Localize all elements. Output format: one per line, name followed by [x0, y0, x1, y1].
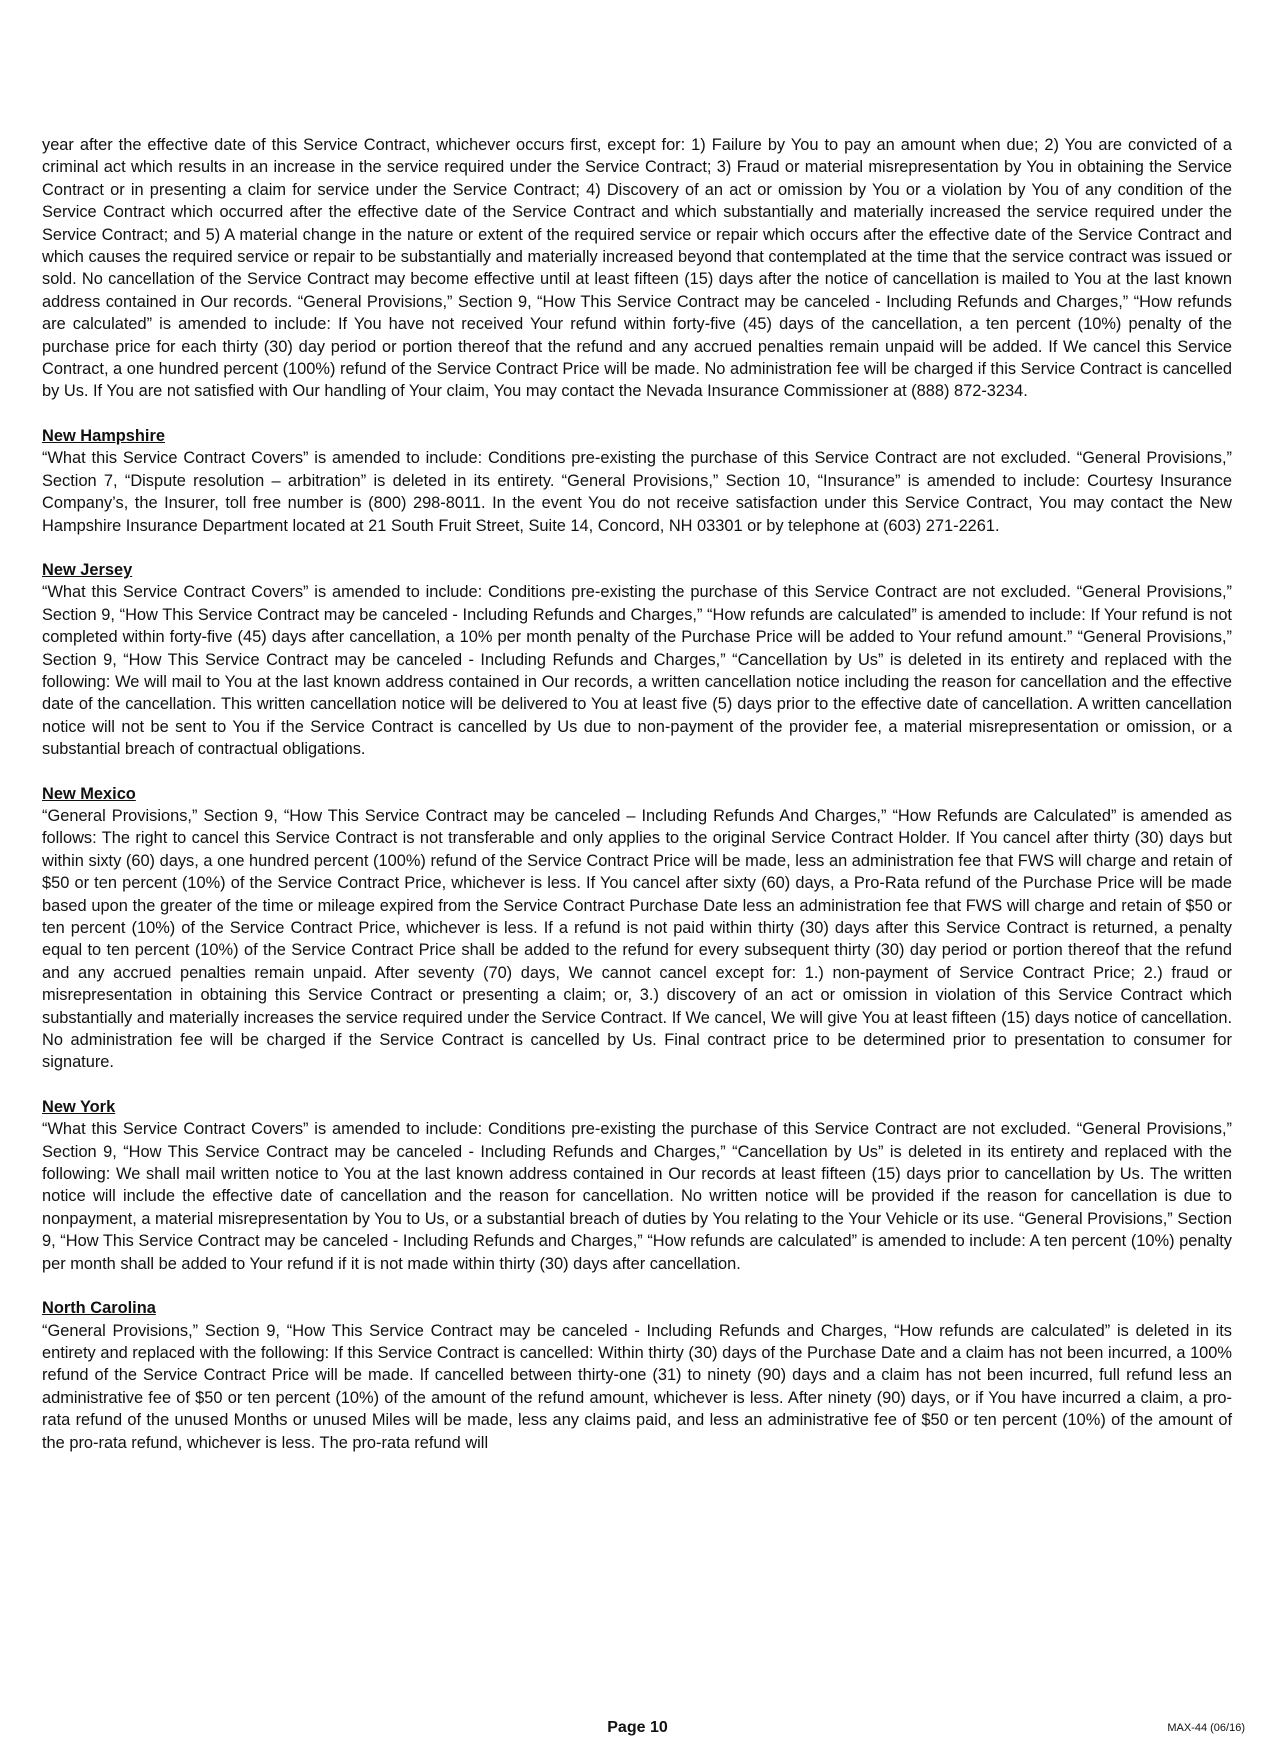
- section-new-hampshire: [42, 425, 1232, 537]
- section-heading: New York: [42, 1097, 116, 1116]
- section-body: “What this Service Contract Covers” is amended to include: Conditions pre-existing the purchase of this Service Contract are not excluded. “General Provisions,” Section 9, “How This Service Contract may be canceled - Including Refunds and Charges,” “How refunds are calculated” is amended to include: If Your refund is not completed within forty-five (45) days after cancellation, a 10% per month penalty of the Purchase Price will be added to Your refund amount.” “General Provisions,” Section 9, “How This Service Contract may be canceled - Including Refunds and Charges,” “Cancellation by Us” is deleted in its entirety and replaced with the following: We will mail to You at the last known address contained in Our records, a written cancellation notice including the reason for cancellation and the effective date of the cancellation. This written cancellation notice will be delivered to You at least five (5) days prior to the effective date of cancellation. A written cancellation notice will not be sent to You if the Service Contract is cancelled by Us due to non-payment of the provider fee, a material misrepresentation or omission, or a substantial breach of contractual obligations.: [42, 583, 1232, 759]
- form-code: MAX-44 (06/16): [1167, 1722, 1245, 1734]
- section-heading: New Jersey: [42, 560, 133, 579]
- section-body: “What this Service Contract Covers” is amended to include: Conditions pre-existing the purchase of this Service Contract are not excluded. “General Provisions,” Section 7, “Dispute resolution – arbitration” is deleted in its entirety. “General Provisions,” Section 10, “Insurance” is amended to include: Courtesy Insurance Company’s, the Insurer, toll free number is (800) 298-8011. In the event You do not receive satisfaction under this Service Contract, You may contact the New Hampshire Insurance Department located at 21 South Fruit Street, Suite 14, Concord, NH 03301 or by telephone at (603) 271-2261.: [42, 449, 1232, 535]
- continuation-paragraph: year after the effective date of this Service Contract, whichever occurs first, except for: 1) Failure by You to pay an amount when due; 2) You are convicted of a criminal act which results in an increase in the service required under the Service Contract; 3) Fraud or material misrepresentation by You in obtaining the Service Contract or in presenting a claim for service under the Service Contract; 4) Discovery of an act or omission by You or a violation by You of any condition of the Service Contract which occurred after the effective date of the Service Contract and which substantially and materially increased the service required under the Service Contract; and 5) A material change in the nature or extent of the required service or repair which occurs after the effective date of the Service Contract and which causes the required service or repair to be substantially and materially increased beyond that contemplated at the time that the service contract was issued or sold. No cancellation of the Service Contract may become effective until at least fifteen (15) days after the notice of cancellation is mailed to You at the last known address contained in Our records. “General Provisions,” Section 9, “How This Service Contract may be canceled - Including Refunds and Charges,” “How refunds are calculated” is amended to include: If You have not received Your refund within forty-five (45) days of the cancellation, a ten percent (10%) penalty of the purchase price for each thirty (30) day period or portion thereof that the refund and any accrued penalties remain unpaid will be added. If We cancel this Service Contract, a one hundred percent (100%) refund of the Service Contract Price will be made. No administration fee will be charged if this Service Contract is cancelled by Us. If You are not satisfied with Our handling of Your claim, You may contact the Nevada Insurance Commissioner at (888) 872-3234.: [42, 136, 1232, 401]
- section-heading: North Carolina: [42, 1299, 156, 1318]
- section-heading: New Hampshire: [42, 426, 165, 445]
- section-body: “General Provisions,” Section 9, “How This Service Contract may be canceled - Including Refunds and Charges, “How refunds are calculated” is deleted in its entirety and replaced with the following: If this Service Contract is cancelled: Within thirty (30) days of the Purchase Date and a claim has not been incurred, a 100% refund of the Service Contract Price will be made. If cancelled between thirty-one (31) to ninety (90) days and a claim has not been incurred, full refund less an administrative fee of $50 or ten percent (10%) of the amount of the refund amount, whichever is less. After ninety (90) days, or if You have incurred a claim, a pro-rata refund of the unused Months or unused Miles will be made, less any claims paid, and less an administrative fee of $50 or ten percent (10%) of the amount of the pro-rata refund, whichever is less. The pro-rata refund will: [42, 1321, 1232, 1452]
- section-new-mexico: [42, 783, 1232, 1074]
- section-heading: New Mexico: [42, 784, 136, 803]
- page-number: Page 10: [607, 1719, 668, 1736]
- document-body: [42, 134, 1232, 1454]
- section-new-york: [42, 1096, 1232, 1275]
- section-body: “General Provisions,” Section 9, “How This Service Contract may be canceled – Including Refunds And Charges,” “How Refunds are Calculated” is amended as follows: The right to cancel this Service Contract is not transferable and only applies to the original Service Contract Holder. If You cancel after thirty (30) days but within sixty (60) days, a one hundred percent (100%) refund of the Service Contract Price will be made, less an administration fee that FWS will charge and retain of $50 or ten percent (10%) of the Service Contract Price, whichever is less. If You cancel after sixty (60) days, a Pro-Rata refund of the Purchase Price will be made based upon the greater of the time or mileage expired from the Service Contract Purchase Date less an administration fee that FWS will charge and retain of $50 or ten percent (10%) of the Service Contract Price, whichever is less. If a refund is not paid within thirty (30) days after this Service Contract is returned, a penalty equal to ten percent (10%) of the Service Contract Price shall be added to the refund for every subsequent thirty (30) day period or portion thereof that the refund and any accrued penalties remain unpaid. After seventy (70) days, We cannot cancel except for: 1.) non-payment of Service Contract Price; 2.) fraud or misrepresentation in obtaining this Service Contract or presenting a claim; or, 3.) discovery of an act or omission in violation of this Service Contract which substantially and materially increases the service required under the Service Contract. If We cancel, We will give You at least fifteen (15) days notice of cancellation. No administration fee will be charged if the Service Contract is cancelled by Us. Final contract price to be determined prior to presentation to consumer for signature.: [42, 806, 1232, 1072]
- section-body: “What this Service Contract Covers” is amended to include: Conditions pre-existing the purchase of this Service Contract are not excluded. “General Provisions,” Section 9, “How This Service Contract may be canceled - Including Refunds and Charges,” “Cancellation by Us” is deleted in its entirety and replaced with the following: We shall mail written notice to You at the last known address contained in Our records at least fifteen (15) days prior to cancellation by Us. The written notice will include the effective date of cancellation and the reason for cancellation. No written notice will be provided if the reason for cancellation is due to nonpayment, a material misrepresentation by You to Us, or a substantial breach of duties by You relating to the Your Vehicle or its use. “General Provisions,” Section 9, “How This Service Contract may be canceled - Including Refunds and Charges,” “How refunds are calculated” is amended to include: A ten percent (10%) penalty per month shall be added to Your refund if it is not made within thirty (30) days after cancellation.: [42, 1120, 1232, 1273]
- section-new-jersey: [42, 559, 1232, 761]
- section-north-carolina: [42, 1297, 1232, 1454]
